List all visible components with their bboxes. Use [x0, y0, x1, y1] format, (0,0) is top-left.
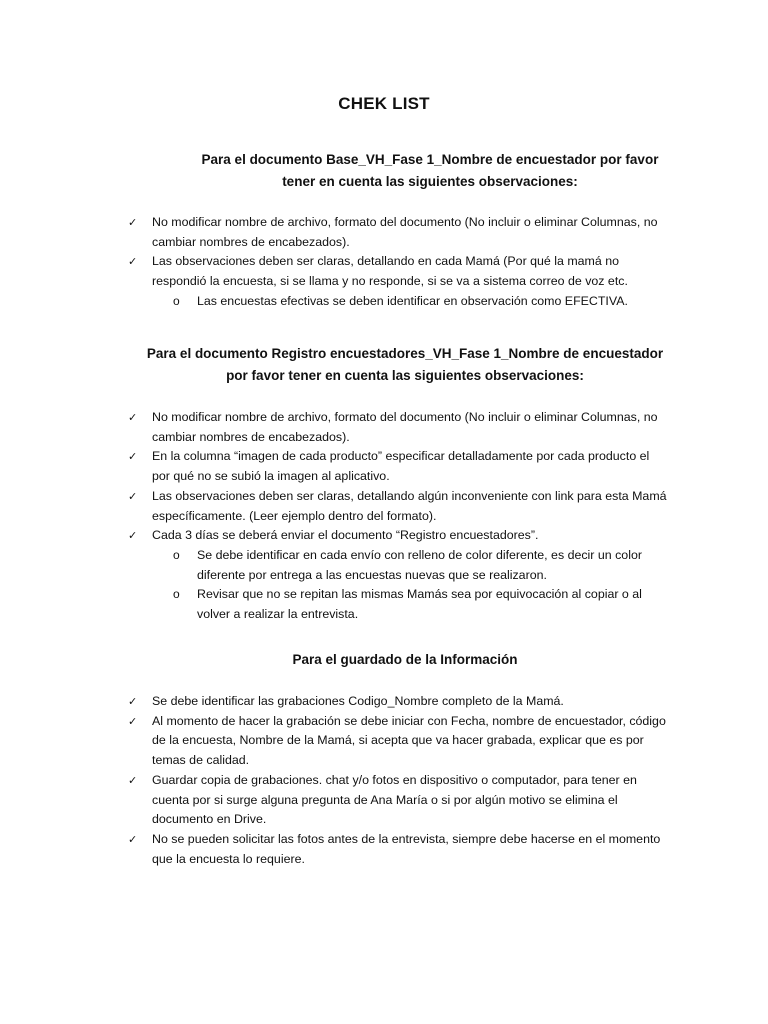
- list-item-text: Las observaciones deben ser claras, detallando en cada Mamá (Por qué la mamá no respondió la encuesta, si se llama y no responde, si se va a sistema correo de voz etc.: [152, 254, 628, 289]
- list-item-text: Al momento de hacer la grabación se debe iniciar con Fecha, nombre de encuestador, código de la encuesta, Nombre de la Mamá, si acepta que va hacer grabada, explicar que es por temas de calidad.: [152, 713, 666, 768]
- list-item-text: No modificar nombre de archivo, formato del documento (No incluir o eliminar Columnas, no cambiar nombres de encabezados).: [152, 410, 658, 444]
- sub-list-item-text: Revisar que no se repitan las mismas Mamás sea por equivocación al copiar o al volver a realizar la entrevista.: [197, 587, 642, 622]
- list-item-text: Se debe identificar las grabaciones Codigo_Nombre completo de la Mamá.: [152, 694, 564, 708]
- check-icon: ✓: [128, 216, 138, 229]
- list-item: [128, 447, 668, 486]
- sub-list-item: [128, 585, 668, 624]
- section-3-heading: Para el guardado de la Información: [292, 652, 518, 667]
- list-item: [128, 526, 668, 546]
- check-icon: ✓: [128, 773, 138, 787]
- list-item-text: Las observaciones deben ser claras, detallando algún inconveniente con link para esta Mamá específicamente. (Leer ejemplo dentro del formato).: [152, 488, 667, 523]
- section-3-list: [128, 692, 668, 869]
- list-item: [128, 252, 668, 291]
- list-item: [128, 712, 668, 771]
- sub-list-item-text: Las encuestas efectivas se deben identificar en observación como EFECTIVA.: [197, 293, 628, 308]
- list-item: [128, 487, 668, 526]
- sub-list-item: [128, 546, 668, 585]
- list-item: [128, 213, 668, 252]
- check-icon: ✓: [128, 832, 138, 846]
- list-item-text: No se pueden solicitar las fotos antes de la entrevista, siempre debe hacerse en el momento que la encuesta lo requiere.: [152, 831, 661, 866]
- list-item: [128, 771, 668, 830]
- list-item-text: Cada 3 días se deberá enviar el documento “Registro encuestadores”.: [152, 528, 539, 543]
- list-item: [128, 830, 668, 869]
- list-item: [128, 692, 668, 712]
- section-1-list: [128, 213, 668, 312]
- check-icon: ✓: [128, 695, 138, 708]
- sub-list-item-text: Se debe identificar en cada envío con relleno de color diferente, es decir un color diferente por entrega a las encuestas nuevas que se realizaron.: [197, 547, 642, 582]
- list-item-text: En la columna “imagen de cada producto” especificar detalladamente por cada producto el por qué no se subió la imagen al aplicativo.: [152, 449, 650, 484]
- check-icon: ✓: [128, 529, 138, 543]
- section-1-heading: Para el documento Base_VH_Fase 1_Nombre de encuestador por favor tener en cuenta las siguientes observaciones:: [201, 152, 659, 189]
- check-icon: ✓: [128, 255, 138, 269]
- list-item-text: Guardar copia de grabaciones. chat y/o fotos en dispositivo o computador, para tener en cuenta por si surge alguna pregunta de Ana María o si por algún motivo se elimina el documento en Drive.: [152, 772, 637, 827]
- circle-bullet-icon: o: [173, 293, 180, 308]
- circle-bullet-icon: o: [173, 547, 180, 562]
- list-item: [128, 408, 668, 447]
- section-2-heading: Para el documento Registro encuestadores_VH_Fase 1_Nombre de encuestador por favor tener en cuenta las siguientes observaciones:: [146, 346, 664, 383]
- circle-bullet-icon: o: [173, 587, 180, 602]
- page-title: CHEK LIST: [338, 94, 430, 113]
- check-icon: ✓: [128, 489, 138, 503]
- check-icon: ✓: [128, 714, 138, 728]
- check-icon: ✓: [128, 450, 138, 464]
- list-item-text: No modificar nombre de archivo, formato del documento (No incluir o eliminar Columnas, no cambiar nombres de encabezados).: [152, 215, 658, 249]
- sub-list-item: [128, 292, 668, 312]
- section-2-list: [128, 408, 668, 625]
- check-icon: ✓: [128, 411, 138, 424]
